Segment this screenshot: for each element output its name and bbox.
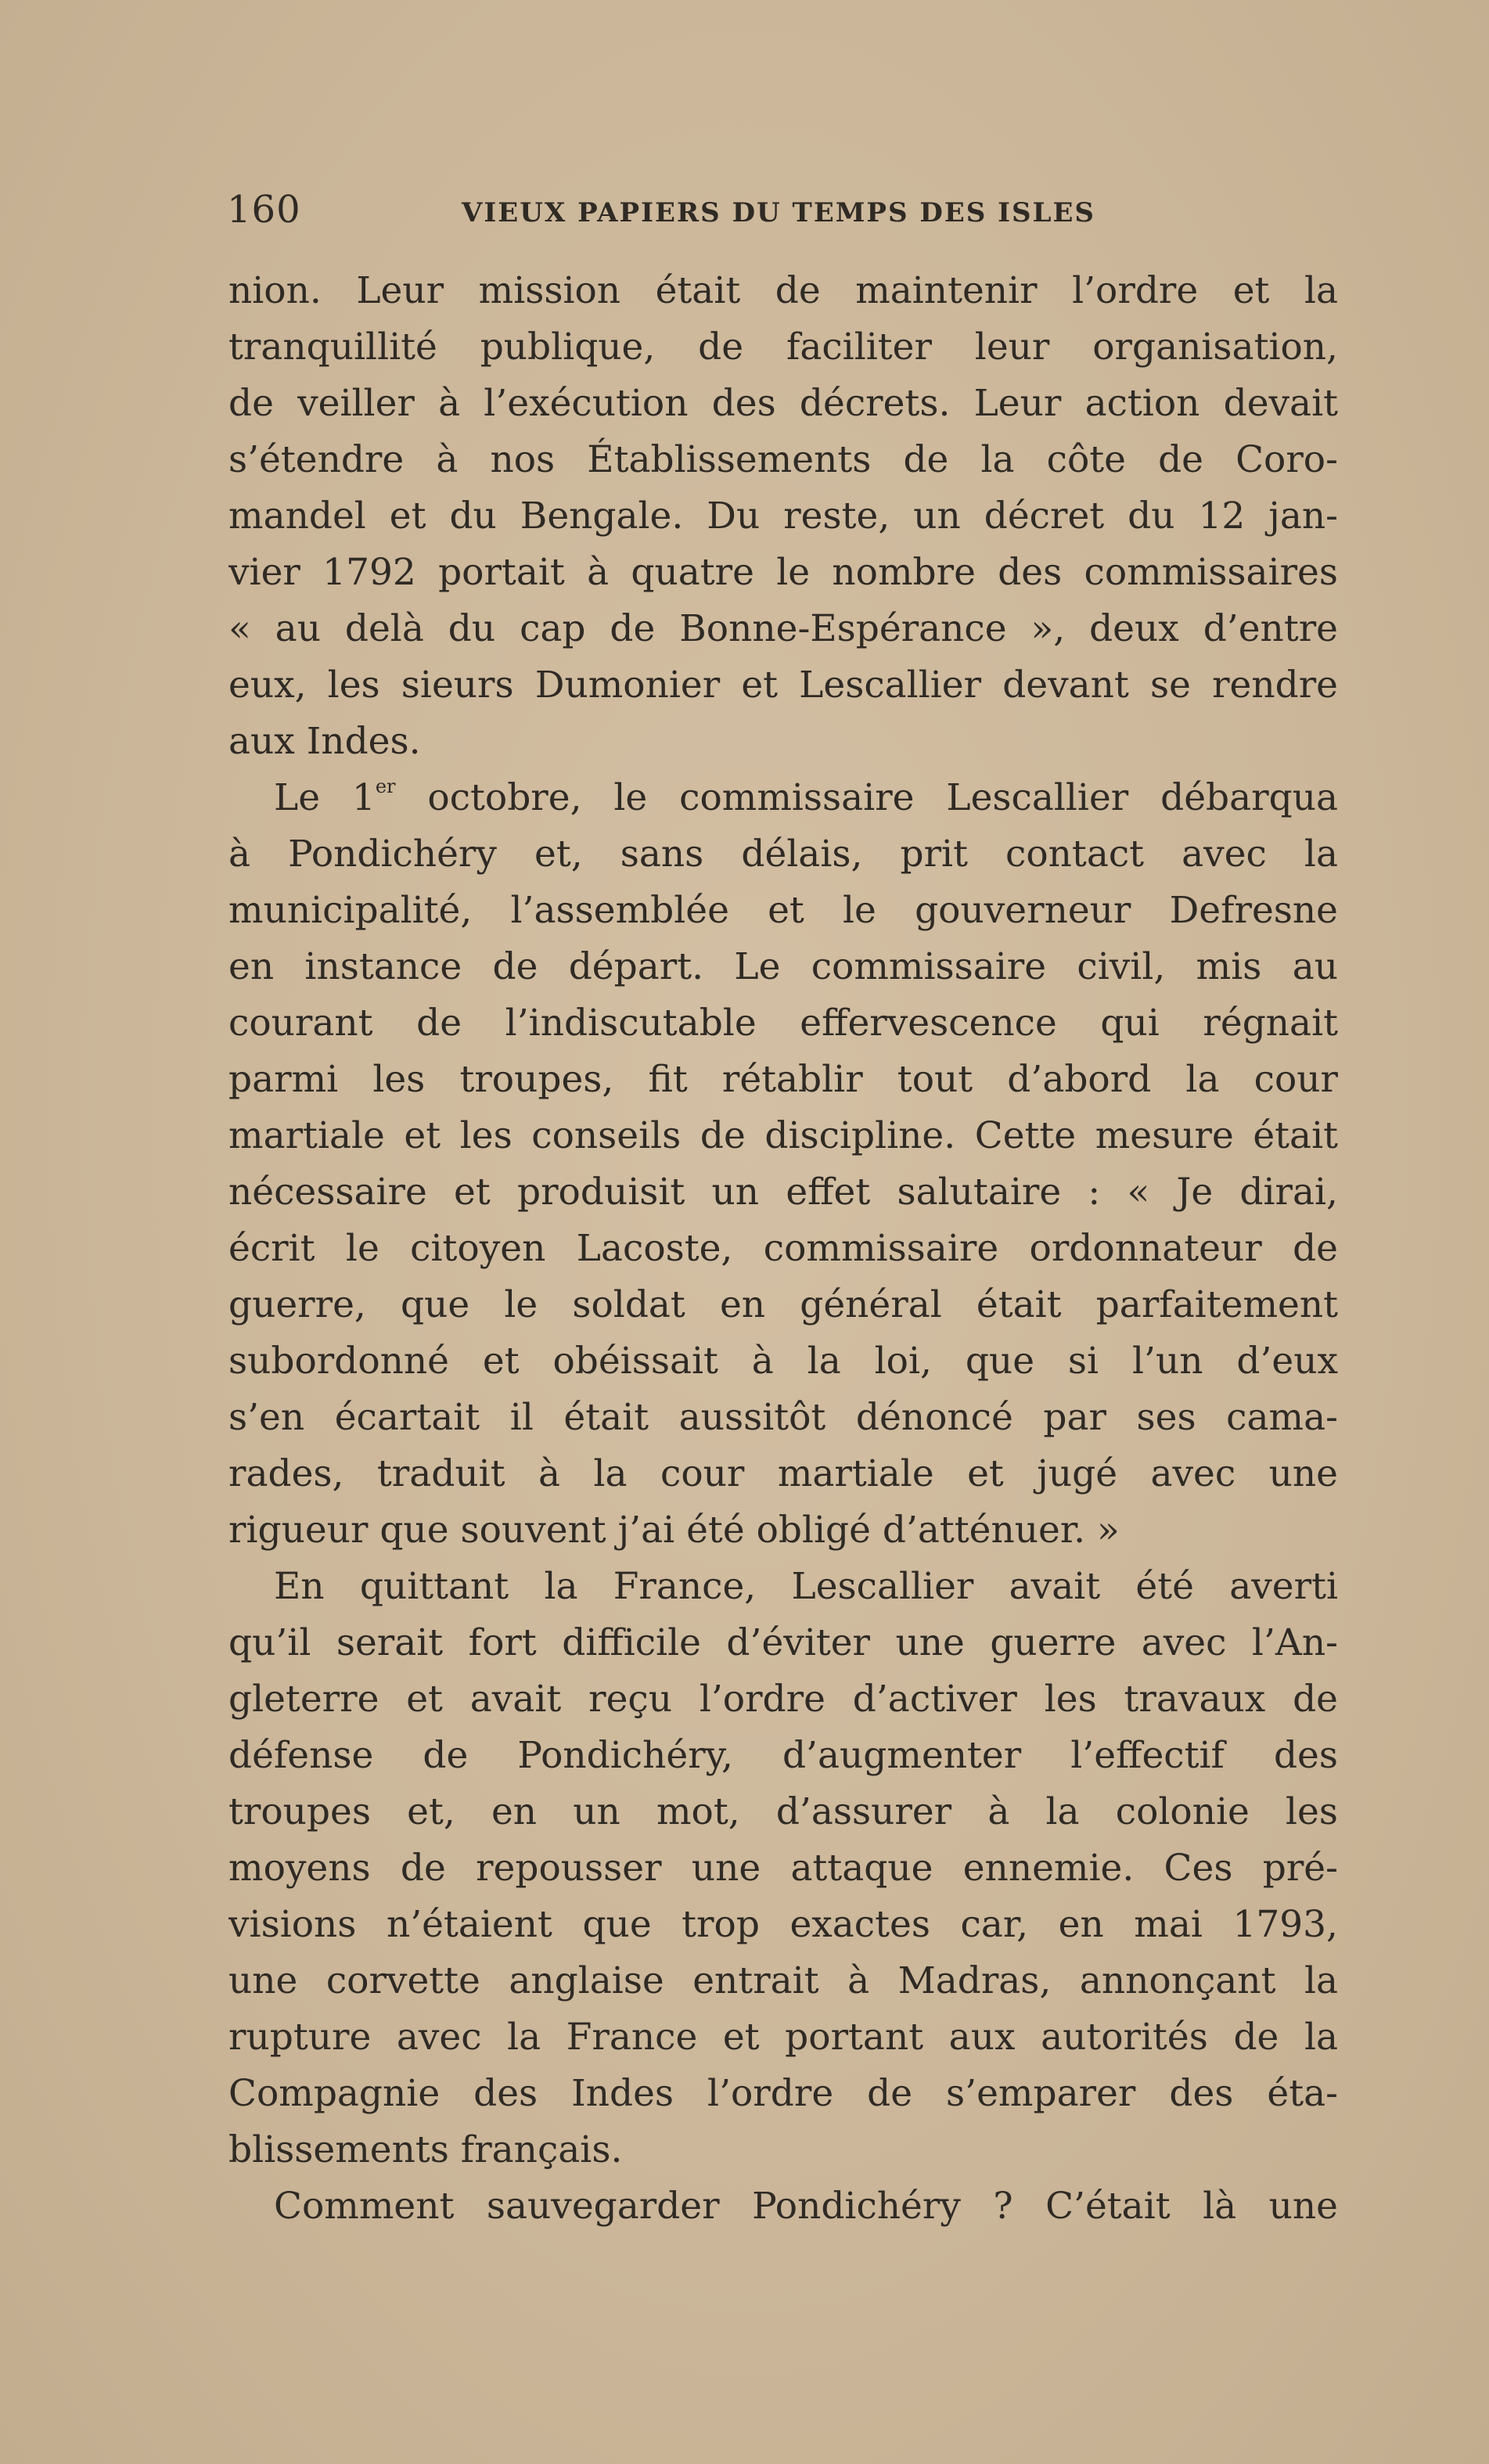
text-line: martiale et les conseils de discipline. Cette mesure était <box>228 1114 1338 1157</box>
running-head <box>227 188 1338 243</box>
text-line: nécessaire et produisit un effet salutaire : « Je dirai, <box>228 1171 1338 1214</box>
text-line: écrit le citoyen Lacoste, commissaire ordonnateur de <box>228 1227 1338 1270</box>
text-line <box>228 770 1338 826</box>
text-line: tranquillité publique, de faciliter leur organisation, <box>228 326 1338 369</box>
page-number: 160 <box>227 188 301 232</box>
text-line: blissements français. <box>228 2128 623 2171</box>
text-line: qu’il serait fort difficile d’éviter une guerre avec l’An- <box>228 1621 1338 1664</box>
text-line: gleterre et avait reçu l’ordre d’activer les travaux de <box>228 1678 1338 1721</box>
text-line: une corvette anglaise entrait à Madras, annonçant la <box>228 1959 1338 2002</box>
superscript: er <box>375 775 396 797</box>
text-line: eux, les sieurs Dumonier et Lescallier devant se rendre <box>228 664 1338 707</box>
text-line: Compagnie des Indes l’ordre de s’emparer des éta- <box>228 2072 1338 2115</box>
text-line: subordonné et obéissait à la loi, que si l’un d’eux <box>228 1340 1338 1383</box>
text-line: de veiller à l’exécution des décrets. Leur action devait <box>228 382 1338 425</box>
text-line: à Pondichéry et, sans délais, prit contact avec la <box>228 833 1338 876</box>
text-line: aux Indes. <box>228 720 421 763</box>
text-line: mandel et du Bengale. Du reste, un décret du 12 jan- <box>228 495 1338 538</box>
text-line: rupture avec la France et portant aux autorités de la <box>228 2016 1338 2059</box>
text-fragment: Le 1 <box>274 776 376 819</box>
text-line: s’en écartait il était aussitôt dénoncé par ses cama- <box>228 1396 1338 1439</box>
text-line: En quittant la France, Lescallier avait été averti <box>274 1565 1338 1608</box>
body-text <box>228 263 1338 2235</box>
text-line: municipalité, l’assemblée et le gouverneur Defresne <box>228 889 1338 932</box>
text-line: troupes et, en un mot, d’assurer à la colonie les <box>228 1790 1338 1833</box>
text-line: vier 1792 portait à quatre le nombre des commissaires <box>228 551 1338 594</box>
text-line: en instance de départ. Le commissaire civil, mis au <box>228 945 1338 988</box>
text-line: défense de Pondichéry, d’augmenter l’effectif des <box>228 1734 1338 1777</box>
text-line: nion. Leur mission était de maintenir l’ordre et la <box>228 269 1338 312</box>
running-title: VIEUX PAPIERS DU TEMPS DES ISLES <box>462 197 1095 228</box>
text-line: « au delà du cap de Bonne-Espérance », deux d’entre <box>228 607 1338 650</box>
text-line: s’étendre à nos Établissements de la côte de Coro- <box>228 438 1338 481</box>
text-line: rades, traduit à la cour martiale et jugé avec une <box>228 1452 1338 1495</box>
text-line: visions n’étaient que trop exactes car, en mai 1793, <box>228 1903 1338 1946</box>
text-line: rigueur que souvent j’ai été obligé d’atténuer. » <box>228 1509 1120 1552</box>
text-line: Comment sauvegarder Pondichéry ? C’était là une <box>274 2185 1338 2228</box>
text-line: parmi les troupes, fit rétablir tout d’abord la cour <box>228 1058 1338 1101</box>
text-line: guerre, que le soldat en général était parfaitement <box>228 1283 1338 1326</box>
text-fragment: octobre, le commissaire Lescallier débarqua <box>395 776 1338 819</box>
text-line: courant de l’indiscutable effervescence qui régnait <box>228 1002 1338 1045</box>
text-line: moyens de repousser une attaque ennemie. Ces pré- <box>228 1847 1338 1890</box>
